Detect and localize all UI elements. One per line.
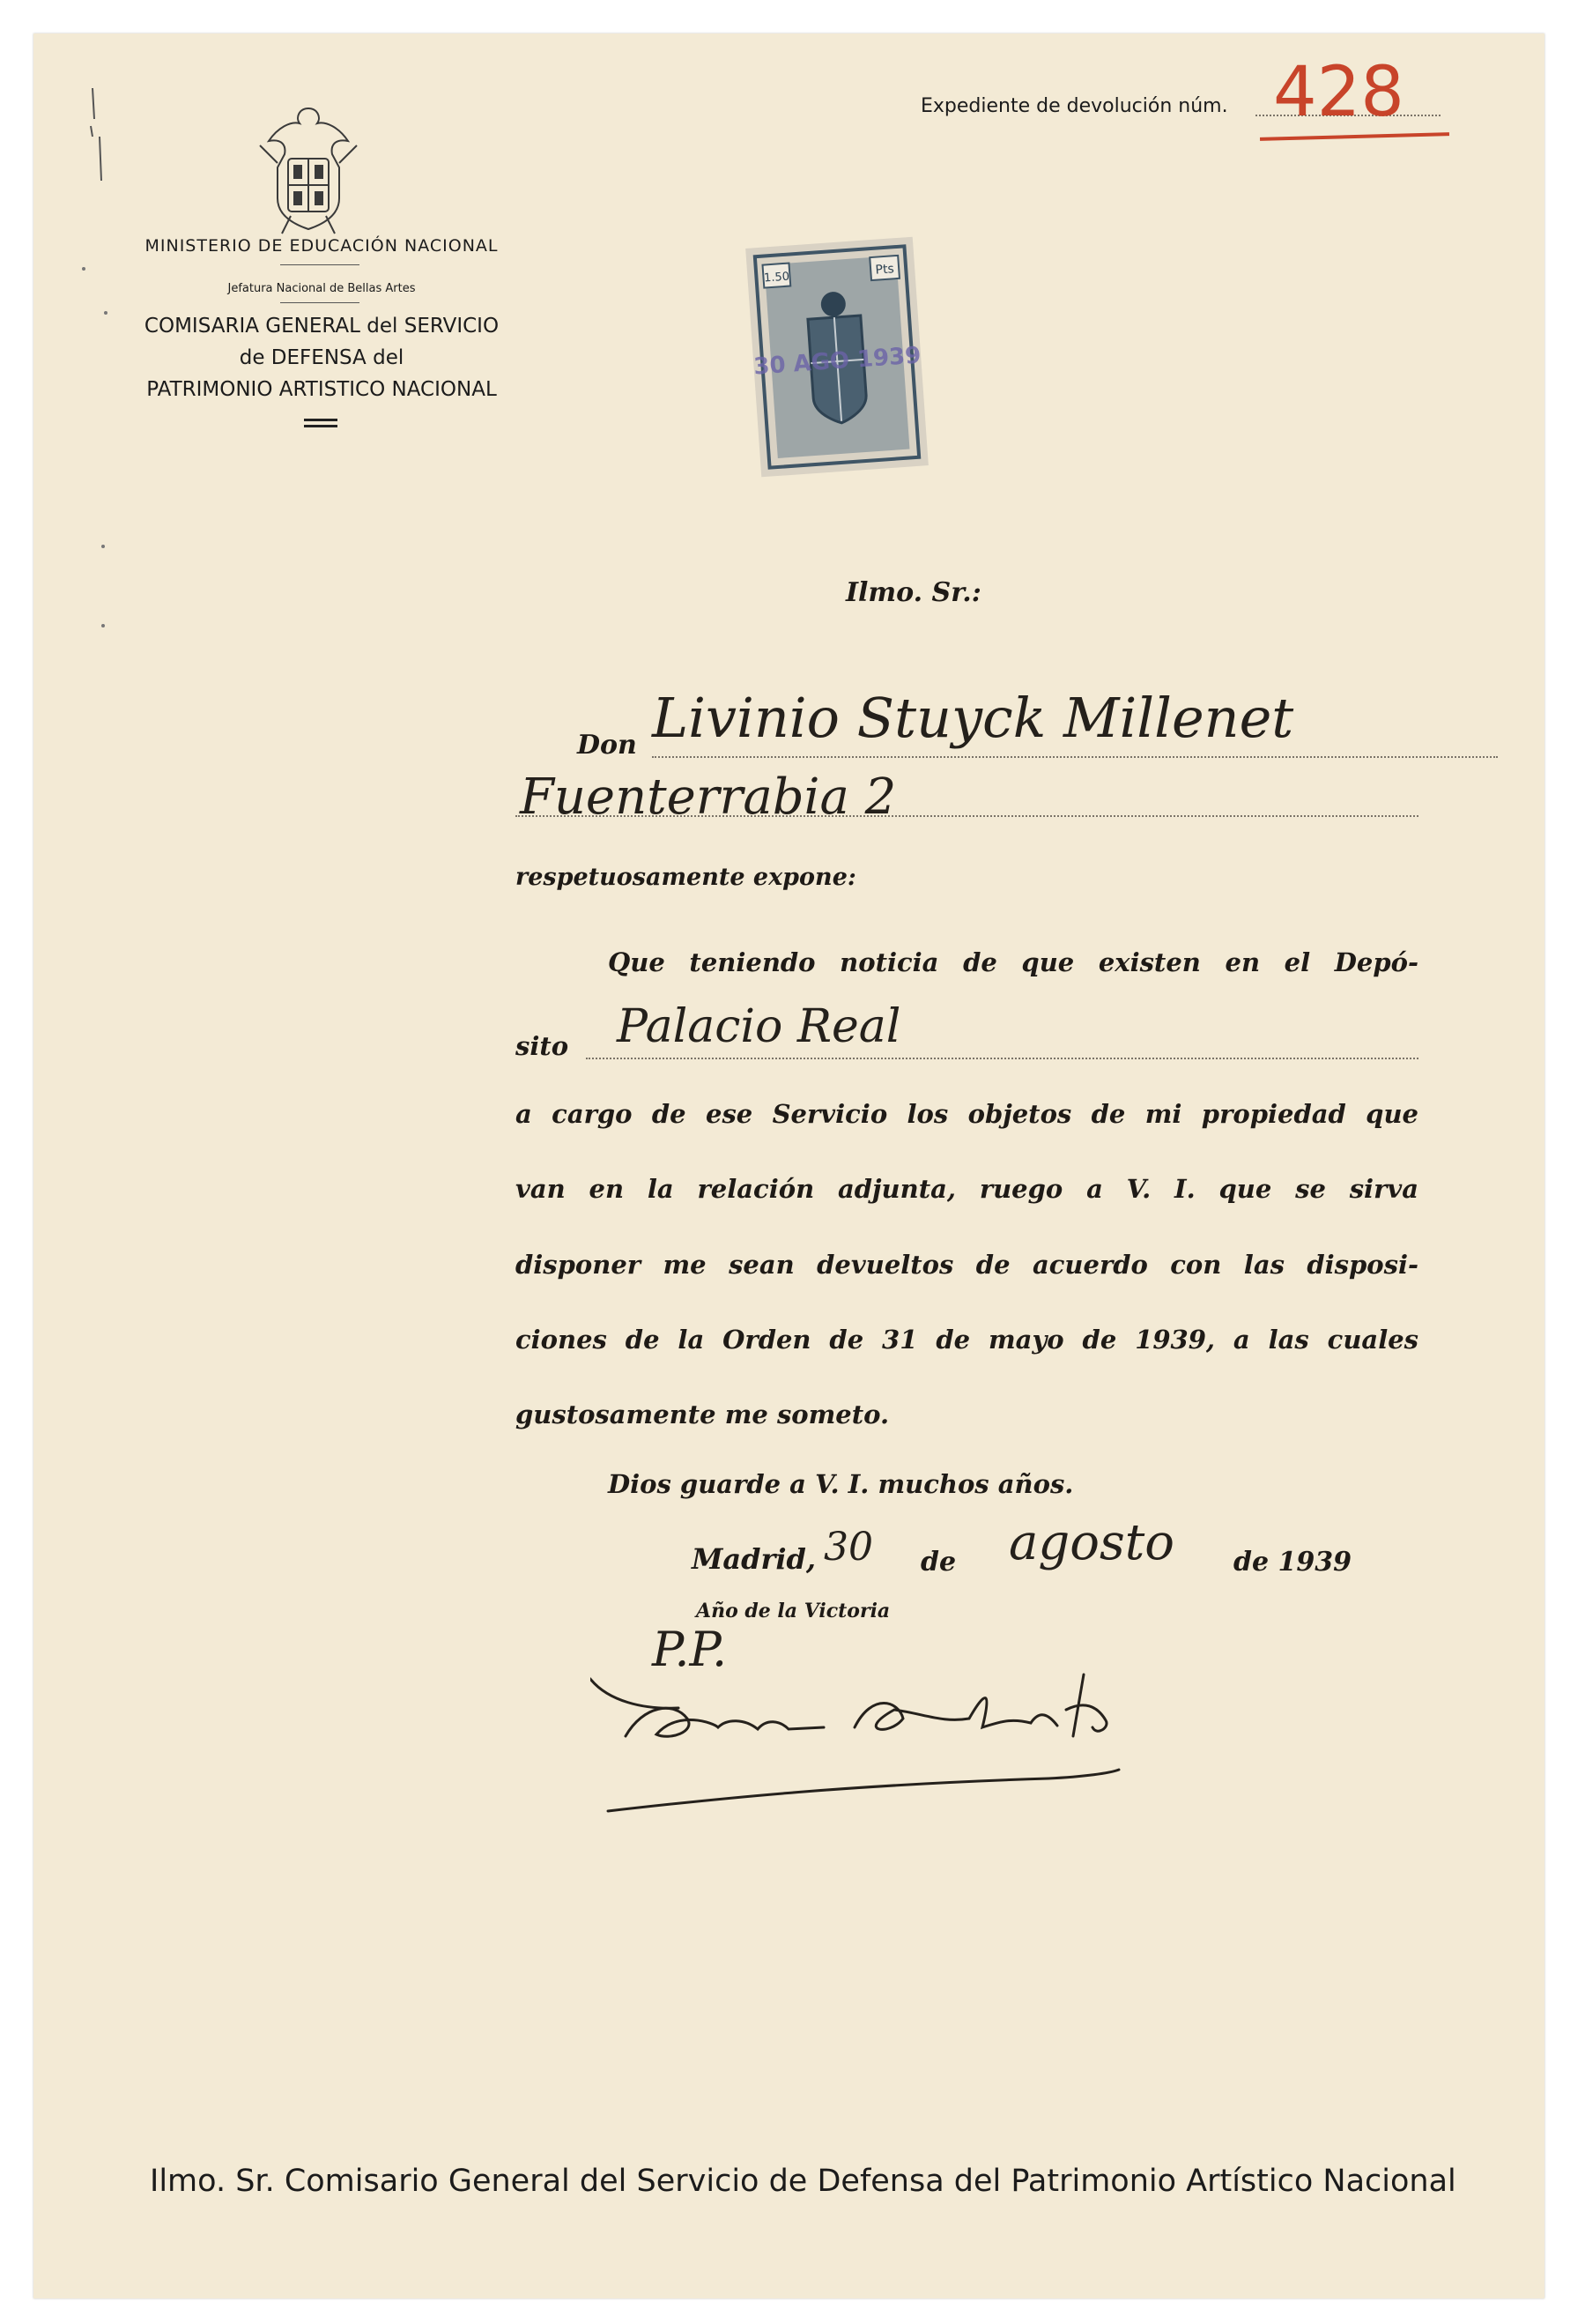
ano-victoria: Año de la Victoria bbox=[696, 1600, 891, 1622]
name-dotted-line bbox=[652, 756, 1498, 758]
double-rule bbox=[304, 419, 337, 427]
comisaria-line-1: COMISARIA GENERAL del SERVICIO bbox=[144, 315, 500, 338]
stamp-overprint: 30 AGO 1939 bbox=[752, 342, 922, 381]
comisaria-line-3: PATRIMONIO ARTISTICO NACIONAL bbox=[146, 378, 497, 401]
body-line-1: Que teniendo noticia de que existen en el Depó- bbox=[608, 947, 1418, 977]
expediente-number: 428 bbox=[1273, 53, 1404, 132]
comisaria-line-2: de DEFENSA del bbox=[239, 346, 404, 369]
body-line-5: disponer me sean devueltos de acuerdo con las disposi- bbox=[515, 1250, 1418, 1280]
place-label: Madrid, bbox=[692, 1542, 817, 1576]
address-dotted-line bbox=[515, 815, 1418, 817]
body-line-3: a cargo de ese Servicio los objetos de mi propiedad que bbox=[515, 1099, 1418, 1129]
ministry-name: MINISTERIO DE EDUCACIÓN NACIONAL bbox=[144, 236, 499, 256]
divider bbox=[280, 264, 359, 265]
deposit-dotted-line bbox=[586, 1058, 1418, 1059]
handwritten-name: Livinio Stuyck Millenet bbox=[652, 686, 1294, 750]
body-line-4: van en la relación adjunta, ruego a V. I. que se sirva bbox=[515, 1174, 1418, 1204]
don-label: Don bbox=[577, 730, 637, 761]
handwritten-day: 30 bbox=[824, 1525, 873, 1570]
de-label: de bbox=[921, 1547, 957, 1578]
closing-formula: Dios guarde a V. I. muchos años. bbox=[608, 1469, 1074, 1499]
divider bbox=[280, 302, 359, 303]
handwritten-deposit: Palacio Real bbox=[617, 1000, 901, 1053]
revenue-stamp bbox=[736, 220, 938, 494]
stamp-currency: Pts bbox=[875, 262, 895, 278]
expediente-label: Expediente de devolución núm. bbox=[921, 95, 1228, 117]
sito-label: sito bbox=[515, 1031, 569, 1061]
comisaria-name bbox=[97, 310, 546, 405]
expone-text: respetuosamente expone: bbox=[515, 864, 856, 891]
footer-addressee: Ilmo. Sr. Comisario General del Servicio de Defensa del Patrimonio Artístico Nacional bbox=[150, 2164, 1456, 2199]
body-line-6: ciones de la Orden de 31 de mayo de 1939, a las cuales bbox=[515, 1325, 1418, 1355]
salutation: Ilmo. Sr.: bbox=[846, 577, 981, 608]
jefatura-name: Jefatura Nacional de Bellas Artes bbox=[227, 282, 416, 295]
coat-of-arms-icon bbox=[251, 101, 366, 238]
body-line-7: gustosamente me someto. bbox=[515, 1400, 890, 1429]
signature bbox=[590, 1657, 1172, 1815]
handwritten-month: agosto bbox=[1009, 1514, 1174, 1571]
handwritten-address: Fuenterrabia 2 bbox=[520, 768, 897, 826]
year-label: de 1939 bbox=[1233, 1547, 1352, 1578]
handwritten-pp: P.P. bbox=[652, 1622, 728, 1677]
stamp-value: 1.50 bbox=[763, 270, 790, 286]
